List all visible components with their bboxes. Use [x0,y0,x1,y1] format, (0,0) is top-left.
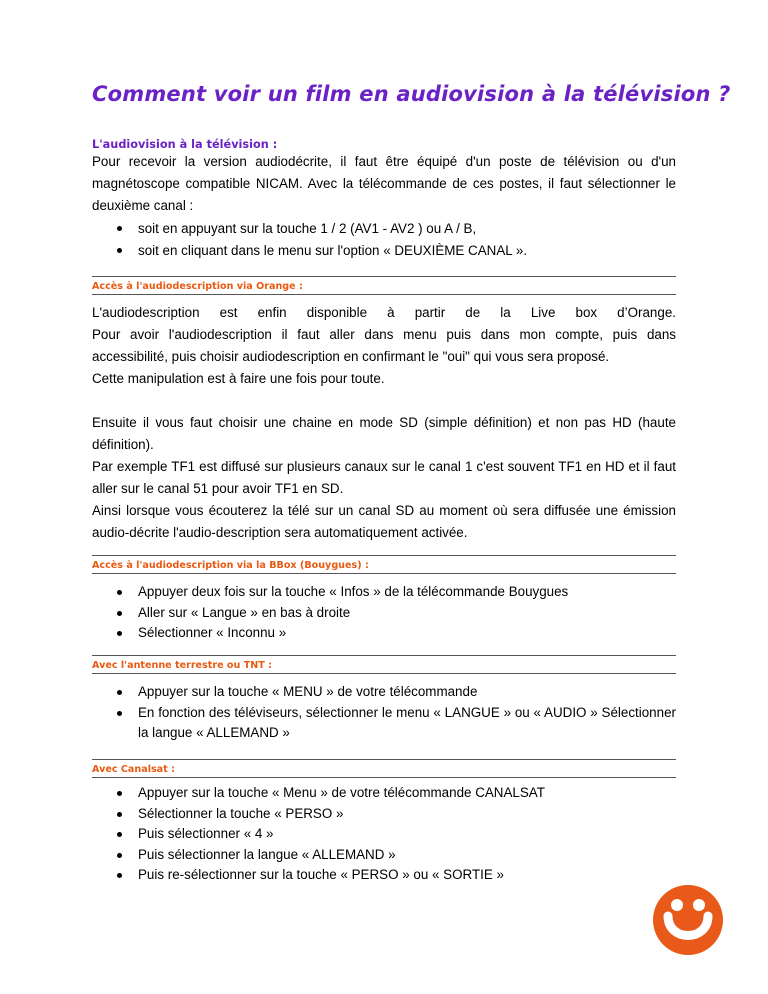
list-item: soit en cliquant dans le menu sur l'option « DEUXIÈME CANAL ». [92,240,676,262]
intro-paragraph: Pour recevoir la version audiodécrite, il faut être équipé d'un poste de télévision ou d'un magnétoscope compatible NICAM. Avec la télécommande de ces postes, il faut sélectionner le deuxième canal : [92,154,676,213]
section-heading-audiovision: L'audiovision à la télévision : [92,138,278,151]
orange-paragraph-3: Ainsi lorsque vous écouterez la télé sur un canal SD au moment où sera diffusée une émission audio-décrite l'audio-description sera automatiquement activée. [92,503,676,540]
orange-example-text: Par exemple TF1 est diffusé sur plusieurs canaux sur le canal 1 c'est souvent TF1 en HD et il faut aller sur le canal 51 pour avoir TF1 en SD. [92,459,676,496]
orange-line-1: L'audiodescription est enfin disponible à partir de la Live box d’Orange. [92,305,676,320]
section-heading-canalsat [92,759,676,778]
section-heading-canalsat-label: Avec Canalsat : [92,764,175,775]
audiovision-list [92,218,676,262]
orange-note: Cette manipulation est à faire une fois pour toute. [92,371,385,386]
orange-sd-text: Ensuite il vous faut choisir une chaine en mode SD (simple définition) et non pas HD (haute définition). [92,415,676,452]
list-item: Appuyer sur la touche « Menu » de votre télécommande CANALSAT [92,783,676,804]
list-item: En fonction des téléviseurs, sélectionner le menu « LANGUE » ou « AUDIO » Sélectionner la langue « ALLEMAND » [92,703,676,744]
list-item: Puis sélectionner « 4 » [92,824,676,845]
list-item: Aller sur « Langue » en bas à droite [92,603,676,624]
section-heading-orange-label: Accès à l'audiodescription via Orange : [92,281,303,292]
list-item: Puis sélectionner la langue « ALLEMAND » [92,845,676,866]
smiley-logo-icon [652,884,724,956]
list-item: soit en appuyant sur la touche 1 / 2 (AV1 - AV2 ) ou A / B, [92,218,676,240]
orange-paragraph-2 [92,412,676,500]
section-heading-bbox-label: Accès à l'audiodescription via la BBox (Bouygues) : [92,560,369,571]
bbox-list [92,582,676,644]
canalsat-list [92,783,676,886]
list-item: Sélectionner « Inconnu » [92,623,676,644]
orange-paragraph-1 [92,302,676,390]
orange-instructions: Pour avoir l'audiodescription il faut aller dans menu puis dans mon compte, puis dans accessibilité, puis choisir audiodescription en confirmant le "oui" qui vous sera proposé. [92,327,676,364]
section-heading-tnt-label: Avec l'antenne terrestre ou TNT : [92,660,272,671]
list-item: Puis re-sélectionner sur la touche « PERSO » ou « SORTIE » [92,865,676,886]
page-title: Comment voir un film en audiovision à la télévision ? [92,82,731,106]
tnt-list [92,682,676,744]
section-heading-bbox [92,555,676,574]
list-item: Appuyer deux fois sur la touche « Infos » de la télécommande Bouygues [92,582,676,603]
list-item: Sélectionner la touche « PERSO » [92,804,676,825]
section-heading-tnt [92,655,676,674]
section-heading-orange [92,276,676,295]
list-item: Appuyer sur la touche « MENU » de votre télécommande [92,682,676,703]
